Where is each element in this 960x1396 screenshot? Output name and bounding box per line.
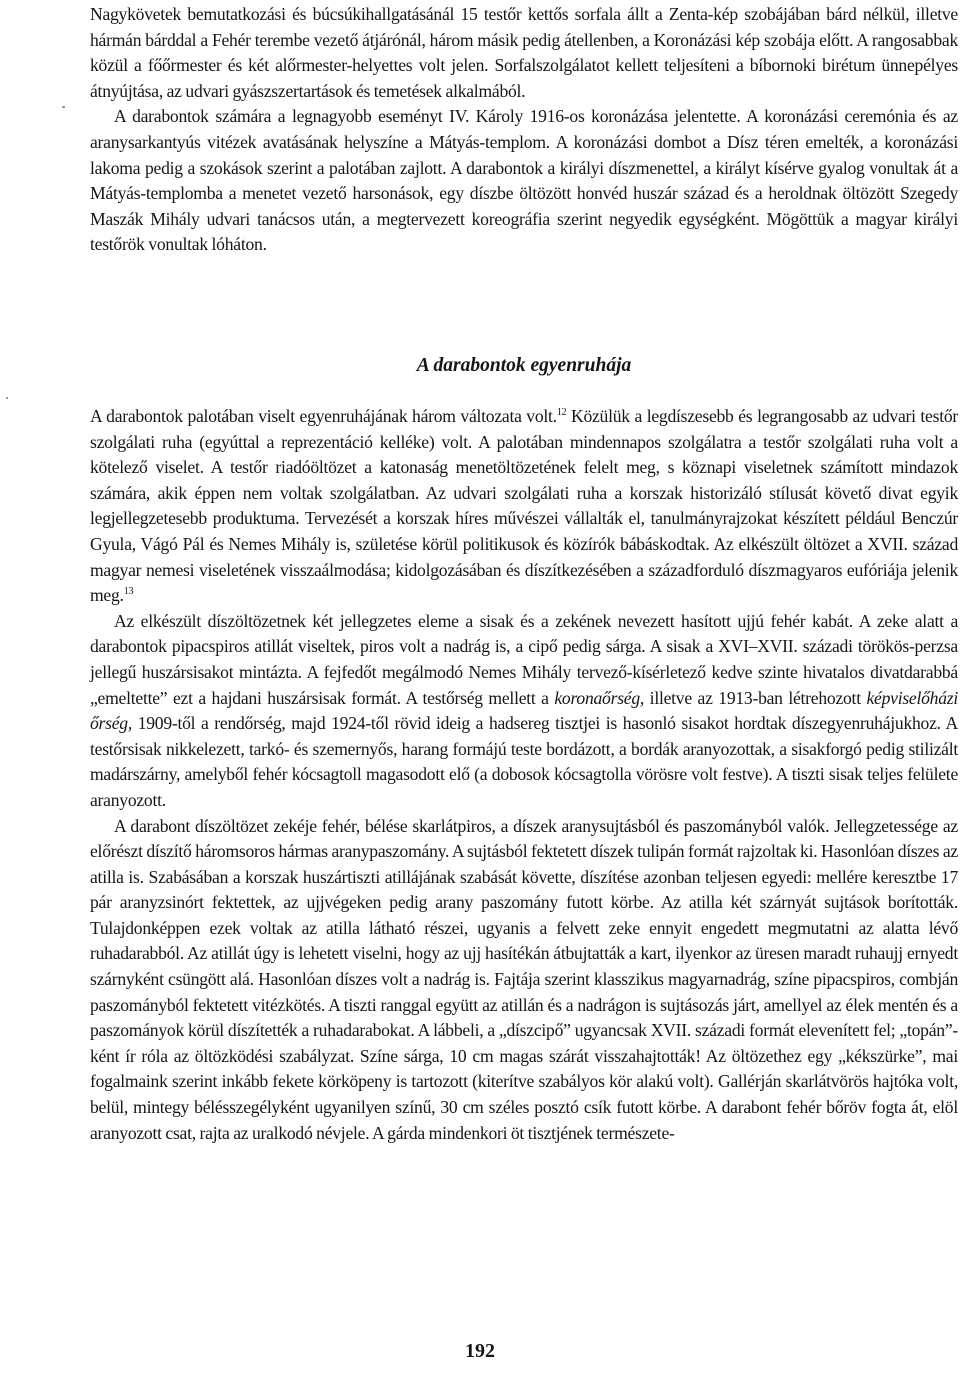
text-block-top: [90, 2, 958, 258]
paragraph-3: [90, 404, 958, 609]
text-block-bottom: [90, 404, 958, 1146]
paragraph-3-part2: Közülük a legdíszesebb és legrangosabb az udvari testőr szolgálati ruha (egyúttal a reprezentáció kelléke) volt. A palotában mindennapos szolgálatra a testőr szolgálati ruha volt a kötelező viselet. A testőr riadóöltözet a katonaság menetöltözetének felelt meg, s köznapi viseletnek számított mindazok számára, akik éppen nem voltak szolgálatban. Az udvari szolgálati ruha a korszak historizáló stílusát követő divat egyik legjellegzetesebb produktuma. Tervezését a korszak híres művészei vállalták el, tanulmányrajzokat készített például Benczúr Gyula, Vágó Pál és Nemes Mihály is, születése körül politikusok és közírók bábáskodtak. Az elkészült öltözet a XVII. század magyar nemesi viseletének visszaálmodása; kidolgozásában és díszítkezésében a századforduló díszmagyaros eufóriája jelenik meg.: [90, 406, 958, 606]
paragraph-3-part1: A darabontok palotában viselt egyenruhájának három változata volt.: [90, 406, 557, 426]
paragraph-4-italic-kepviselohazi: képviselőházi őrség,: [90, 687, 958, 734]
footnote-ref-13: 13: [123, 586, 134, 598]
paragraph-4-part3: 1909-től a rendőrség, majd 1924-től rövid ideig a hadsereg tisztjei is hasonló sisakot hordtak díszegyenruhájukhoz. A testőrsisak nikkelezett, tarkó- és szemernyős, harang formájú teste bordázott, a bordák aranyozottak, a sisakforgó pedig stilizált madárszárny, amelyből fehér kócsagtoll magasodott elő (a dobosok kócsagtolla vörösre volt festve). A tiszti sisak teljes felülete aranyozott.: [90, 713, 958, 810]
footnote-ref-12: 12: [556, 407, 567, 419]
page-number: 192: [465, 1340, 495, 1362]
paragraph-4: [90, 609, 958, 814]
paragraph-5: A darabont díszöltözet zekéje fehér, bélése skarlátpiros, a díszek aranysujtásból és paszományból valók. Jellegzetessége az előrészt díszítő háromsoros hármas aranypaszomány. A sujtásból fektetett díszek tulipán formát rajzoltak ki. Hasonlóan díszes az atilla is. Szabásában a korszak huszártiszti atillájának szabását követte, díszítése azonban teljesen egyedi: mellére keresztbe 17 pár aranyzsinórt fektettek, az ujjvégeken pedig arany paszomány futott körbe. Az atilla két szárnyát sujtások borították. Tulajdonképpen ezek voltak az atilla látható részei, ugyanis a felvett zeke ennyit engedett megmutatni az alatta lévő ruhadarabból. Az atillát úgy is lehetett viselni, hogy az ujj hasítékán átbujtatták a kart, ilyenkor az üresen maradt ruhaujj ernyedt szárnyként csüngött alá. Hasonlóan díszes volt a nadrág is. Fajtája szerint klasszikus magyarnadrág, színe pipacspiros, combján paszományból fektetett vitézkötés. A tiszti ranggal együtt az atillán és a nadrágon is sujtásozás járt, amellyel az élek mentén és a paszományok körül díszítették a ruhadarabokat. A lábbeli, a „díszcipő” ugyancsak XVII. századi formát elevenített fel; „topán”-ként ír róla az öltözködési szabályzat. Színe sárga, 10 cm magas szárát visszahajtották! Az öltözethez egy „kékszürke”, mai fogalmaink szerint inkább fekete körköpeny is tartozott (kiterítve szabályos kör alakú volt). Gallérján skarlátvörös hajtóka volt, belül, mintegy bélésszegélyként ugyanilyen színű, 30 cm széles posztó csík futott körbe. A darabont fehér bőröv fogta át, elöl aranyozott csat, rajta az uralkodó névjele. A gárda mindenkori öt tisztjének természete-: [90, 815, 958, 1143]
scan-mark: [62, 106, 65, 108]
paragraph-4-part2: illetve az 1913-ban létrehozott: [644, 687, 867, 708]
paragraph-4-part1: Az elkészült díszöltözetnek két jellegzetes eleme a sisak és a zekének nevezett hasított ujjú fehér kabát. A zeke alatt a darabontok pipacspiros atillát viseltek, piros volt a nadrág is, a cipő pedig sárga. A sisak a XVI–XVII. századi törökös-perzsa jellegű huszársisakot mintázta. A fejfedőt megálmodó Nemes Mihály tervező-kísérletező kedve szinte hivatalos divatdarabbá „emeltette” ezt a hajdani huszársisak formát. A testőrség mellett a: [90, 610, 958, 708]
section-heading: A darabontok egyenruhája: [416, 355, 632, 376]
paragraph-4-italic-koronaorseg: koronaőrség,: [554, 687, 645, 708]
paragraph-2: A darabontok számára a legnagyobb eseményt IV. Károly 1916-os koronázása jelentette. A koronázási ceremónia és az aranysarkantyús vitézek avatásának helyszíne a Mátyás-templom. A koronázási dombot a Dísz téren emelték, a koronázási lakoma pedig a szokások szerint a palotában zajlott. A darabontok a királyi díszmenettel, a királyt kísérve gyalog vonultak át a Mátyás-templomba a menetet vezető harsonások, egy díszbe öltözött honvéd huszár század és a heroldnak öltözött Szegedy Maszák Mihály udvari tanácsos után, a megtervezett koreográfia szerint negyedik egységként. Mögöttük a magyar királyi testőrök vonultak lóháton.: [90, 106, 958, 255]
scan-mark: [6, 397, 8, 399]
paragraph-1: Nagykövetek bemutatkozási és búcsúkihallgatásánál 15 testőr kettős sorfala állt a Zenta-kép szobájában bárd nélkül, illetve hármán bárddal a Fehér terembe vezető átjárónál, három másik pedig átellenben, a Koronázási kép szobája előtt. A rangosabbak közül a főőrmester és két alőrmester-helyettes volt jelen. Sorfalszolgálatot kellett teljesíteni a bíbornoki birétum ünnepélyes átnyújtása, az udvari gyászszertartások és temetések alkalmából.: [90, 4, 958, 101]
